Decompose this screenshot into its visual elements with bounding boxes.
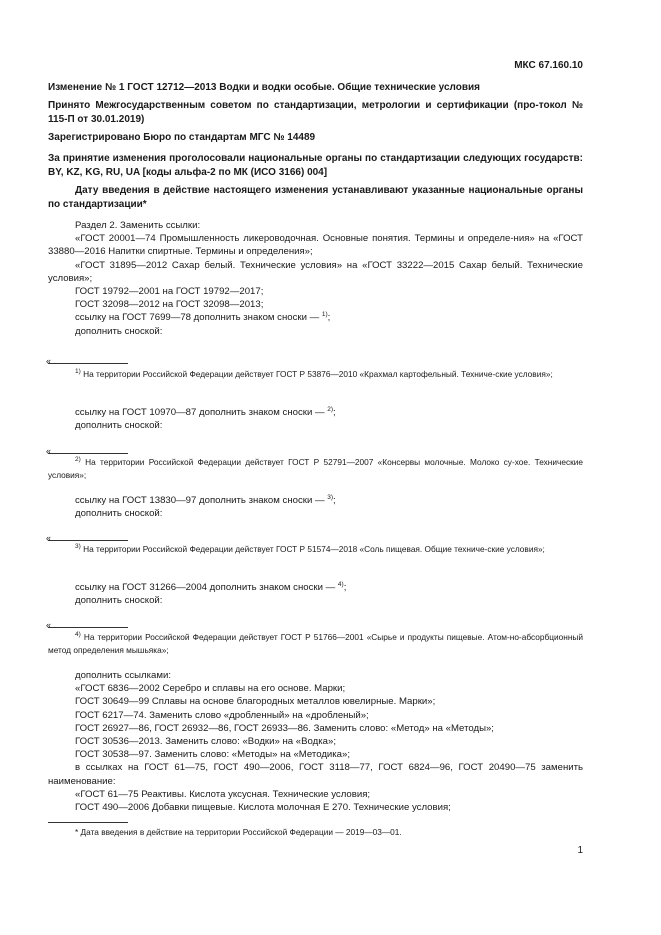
section-line: Раздел 2. Заменить ссылки: (75, 220, 201, 231)
footnote-rule (48, 453, 128, 454)
footnote-ref-line-4: ссылку на ГОСТ 31266—2004 дополнить знаком сноски — $^{4)}$; (75, 580, 347, 593)
ref-add-7: в ссылках на ГОСТ 61—75, ГОСТ 490—2006, ГОСТ 3118—77, ГОСТ 6824—96, ГОСТ 20490—75 заменить наименование: (48, 762, 583, 787)
footnote-3: $^{3)}$ На территории Российской Федерации действует ГОСТ Р 51574—2018 «Соль пищевая. Общие техниче-ские условия»; (75, 543, 545, 554)
ref-add-6: ГОСТ 30538—97. Заменить слово: «Методы» на «Методика»; (75, 749, 351, 761)
replace-line-4: ГОСТ 32098—2012 на ГОСТ 32098—2013; (75, 299, 264, 311)
footnote-rule (48, 627, 128, 628)
ref-add-2: ГОСТ 30649—99 Сплавы на основе благородных металлов ювелирные. Марки»; (75, 696, 436, 708)
body-block-5 (48, 669, 583, 814)
footnote-ref-line-1: ссылку на ГОСТ 7699—78 дополнить знаком сноски — $^{1)}$; (75, 311, 331, 324)
quote-mark: « (46, 533, 52, 543)
add-footnote-line: дополнить сноской: (75, 508, 163, 520)
body-block-1 (48, 219, 583, 338)
ref-add-5: ГОСТ 30536—2013. Заменить слово: «Водки» на «Водка»; (75, 736, 336, 748)
footnote-rule (48, 540, 128, 541)
star-footnote: * Дата введения в действие на территории Российской Федерации — 2019—03—01. (75, 827, 402, 837)
registered-clause: Зарегистрировано Бюро по стандартам МГС № 14489 (48, 132, 316, 143)
adopted-clause: Принято Межгосударственным советом по стандартизации, метрологии и сертификации (про-токол № 115-П от 30.01.2019) (48, 100, 583, 125)
add-refs-line: дополнить ссылками: (75, 670, 172, 681)
footnote-1: $^{1)}$ На территории Российской Федерации действует ГОСТ Р 53876—2010 «Крахмал картофельный. Техниче-ские условия»; (75, 368, 553, 379)
date-clause: Дату введения в действие настоящего изменения устанавливают указанные национальные органы по стандартизации* (48, 185, 583, 210)
amendment-title: Изменение № 1 ГОСТ 12712—2013 Водки и водки особые. Общие технические условия (48, 82, 481, 93)
replace-line-2: «ГОСТ 31895—2012 Сахар белый. Технические условия» на «ГОСТ 33222—2015 Сахар белый. Технические условия»; (48, 259, 583, 284)
quote-mark: « (46, 446, 52, 456)
ref-add-1: «ГОСТ 6836—2002 Серебро и сплавы на его основе. Марки; (75, 683, 346, 695)
quote-mark: « (46, 620, 52, 630)
ref-add-3: ГОСТ 6217—74. Заменить слово «дробленный» на «дробленый»; (75, 709, 369, 721)
body-block-3 (48, 494, 583, 520)
footnote-2: $^{2)}$ На территории Российской Федерации действует ГОСТ Р 52791—2007 «Консервы молочные. Молоко су-хое. Технические условия»; (48, 456, 583, 480)
add-footnote-line: дополнить сноской: (75, 420, 163, 432)
ref-add-9: ГОСТ 490—2006 Добавки пищевые. Кислота молочная Е 270. Технические условия; (75, 802, 451, 814)
replace-line-3: ГОСТ 19792—2001 на ГОСТ 19792—2017; (75, 286, 264, 298)
add-footnote-line: дополнить сноской: (75, 325, 163, 337)
footnote-rule (48, 363, 128, 364)
mks-code: МКС 67.160.10 (514, 60, 583, 71)
add-footnote-line: дополнить сноской: (75, 595, 163, 607)
footnote-ref-line-2: ссылку на ГОСТ 10970—87 дополнить знаком сноски — $^{2)}$; (75, 405, 336, 418)
footnote-ref-line-3: ссылку на ГОСТ 13830—97 дополнить знаком сноски — $^{3)}$; (75, 493, 336, 506)
quote-mark: « (46, 356, 52, 366)
ref-add-8: «ГОСТ 61—75 Реактивы. Кислота уксусная. Технические условия; (75, 788, 371, 800)
body-block-4 (48, 581, 583, 607)
body-block-2 (48, 406, 583, 432)
footnote-rule (48, 822, 128, 823)
voted-clause: За принятие изменения проголосовали национальные органы по стандартизации следующих государств: BY, KZ, KG, RU, UA [коды альфа-2 по МК (ИСО 3166) 004] (48, 153, 583, 178)
footnote-4: $^{4)}$ На территории Российской Федерации действует ГОСТ Р 51766—2001 «Сырье и продукты пищевые. Атом-но-абсорбционный метод определения мышьяка»; (48, 631, 583, 655)
replace-line-1: «ГОСТ 20001—74 Промышленность ликероводочная. Основные понятия. Термины и определе-ния» на «ГОСТ 33880—2016 Напитки спиртные. Термины и определения»; (48, 233, 583, 258)
page-number: 1 (577, 845, 583, 856)
ref-add-4: ГОСТ 26927—86, ГОСТ 26932—86, ГОСТ 26933—86. Заменить слово: «Метод» на «Методы»; (75, 722, 494, 734)
